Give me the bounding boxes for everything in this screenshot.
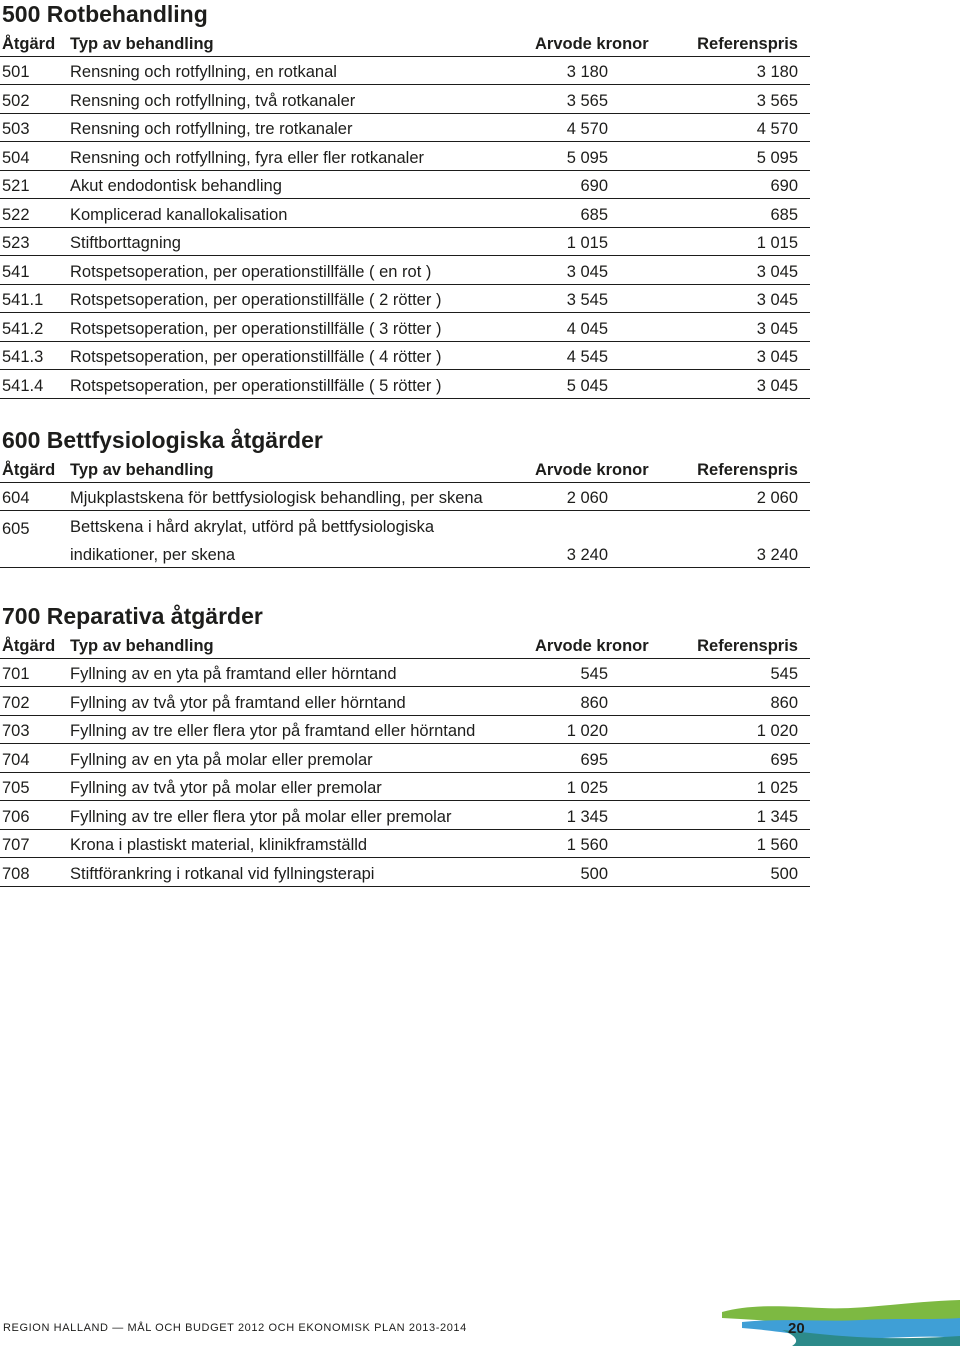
- table-body: [0, 57, 810, 399]
- table-header: [0, 28, 810, 57]
- cell-code: 541.3: [2, 348, 44, 366]
- header-code: Åtgärd: [2, 460, 56, 479]
- header-arvode: Arvode kronor: [535, 34, 649, 53]
- cell-description-line: Bettskena i hård akrylat, utförd på bettfysiologiska: [70, 518, 435, 536]
- page-number: 20: [788, 1320, 805, 1337]
- cell-referenspris: 1 345: [756, 807, 798, 826]
- cell-code: 541.2: [2, 319, 44, 338]
- cell-arvode: 690: [580, 177, 608, 195]
- cell-referenspris: 545: [770, 665, 798, 683]
- table-row: [0, 199, 810, 228]
- table-row: [0, 171, 810, 200]
- cell-description: Akut endodontisk behandling: [70, 177, 282, 195]
- cell-description: Rensning och rotfyllning, tre rotkanaler: [70, 120, 353, 138]
- cell-description: Fyllning av tre eller flera ytor på framtand eller hörntand: [70, 722, 476, 740]
- cell-arvode: 1 015: [566, 234, 608, 252]
- cell-description: Rotspetsoperation, per operationstillfälle ( 2 rötter ): [70, 291, 442, 309]
- cell-arvode: 1 560: [566, 836, 608, 854]
- cell-description: Rensning och rotfyllning, fyra eller fler rotkanaler: [70, 148, 425, 167]
- cell-arvode: 3 045: [566, 262, 608, 281]
- table-body: [0, 483, 810, 569]
- cell-description: Stiftborttagning: [70, 234, 181, 252]
- cell-description: Rotspetsoperation, per operationstillfälle ( en rot ): [70, 262, 432, 281]
- cell-code: 702: [2, 693, 30, 712]
- cell-code: 708: [2, 864, 30, 883]
- cell-code: 605: [2, 520, 30, 538]
- section-rotbehandling: [0, 0, 810, 399]
- cell-description-line: indikationer, per skena: [70, 546, 236, 564]
- cell-arvode: 685: [580, 205, 608, 224]
- section-title: [2, 426, 810, 454]
- cell-code: 541.1: [2, 291, 44, 309]
- section-reparativa: [0, 602, 810, 887]
- cell-referenspris: 2 060: [756, 489, 798, 507]
- footer-text: REGION HALLAND — MÅL OCH BUDGET 2012 OCH EKONOMISK PLAN 2013-2014: [3, 1322, 467, 1334]
- cell-referenspris: 3 045: [756, 262, 798, 281]
- cell-referenspris: 1 560: [756, 836, 798, 854]
- cell-description: Krona i plastiskt material, klinikframställd: [70, 836, 368, 854]
- table-row: [0, 659, 810, 688]
- cell-referenspris: 1 015: [756, 234, 798, 252]
- cell-description: Fyllning av en yta på molar eller premolar: [70, 750, 373, 769]
- cell-code: 523: [2, 234, 30, 252]
- cell-arvode: 1 025: [566, 779, 608, 797]
- cell-arvode: 500: [580, 864, 608, 883]
- cell-arvode: 4 545: [566, 348, 608, 366]
- cell-code: 701: [2, 665, 30, 683]
- cell-arvode: 695: [580, 750, 608, 769]
- cell-code: 522: [2, 205, 30, 224]
- header-arvode: Arvode kronor: [535, 460, 649, 479]
- cell-arvode: 2 060: [566, 489, 608, 507]
- cell-code: 502: [2, 91, 30, 110]
- table-row: [0, 142, 810, 171]
- table-row: [0, 228, 810, 257]
- table-row: [0, 483, 810, 512]
- cell-referenspris: 5 095: [756, 148, 798, 167]
- header-code: Åtgärd: [2, 34, 56, 53]
- cell-description: Stiftförankring i rotkanal vid fyllningsterapi: [70, 864, 375, 883]
- table-row: [0, 511, 810, 568]
- cell-code: 521: [2, 177, 30, 195]
- header-desc: Typ av behandling: [70, 34, 214, 53]
- table-row: [0, 370, 810, 399]
- cell-description: Fyllning av en yta på framtand eller hörntand: [70, 665, 397, 683]
- cell-arvode: 545: [580, 665, 608, 683]
- table-row: [0, 773, 810, 802]
- cell-description: Rotspetsoperation, per operationstillfälle ( 4 rötter ): [70, 348, 442, 366]
- cell-code: 705: [2, 779, 30, 797]
- cell-description: [70, 517, 535, 565]
- cell-arvode: 1 345: [566, 807, 608, 826]
- table-row: [0, 114, 810, 143]
- table-row: [0, 830, 810, 859]
- table-row: [0, 801, 810, 830]
- cell-referenspris: 4 570: [756, 120, 798, 138]
- cell-description: Mjukplastskena för bettfysiologisk behandling, per skena: [70, 489, 483, 507]
- cell-referenspris: 690: [770, 177, 798, 195]
- cell-code: 541.4: [2, 376, 44, 395]
- header-desc: Typ av behandling: [70, 636, 214, 655]
- cell-arvode: 3 180: [566, 63, 608, 81]
- table-row: [0, 687, 810, 716]
- cell-arvode: 5 095: [566, 148, 608, 167]
- header-code: Åtgärd: [2, 636, 56, 655]
- section-title: [2, 0, 810, 28]
- cell-code: 503: [2, 120, 30, 138]
- table-row: [0, 716, 810, 745]
- cell-description: Rensning och rotfyllning, en rotkanal: [70, 63, 337, 81]
- cell-referenspris: 3 045: [756, 376, 798, 395]
- table-header: [0, 454, 810, 483]
- section-bettfysiologiska: [0, 426, 810, 568]
- cell-arvode: 3 565: [566, 91, 608, 110]
- cell-description: Fyllning av två ytor på framtand eller hörntand: [70, 693, 406, 712]
- cell-referenspris: 3 180: [756, 63, 798, 81]
- cell-code: 703: [2, 722, 30, 740]
- section-number: 700: [2, 603, 41, 629]
- table-row: [0, 744, 810, 773]
- cell-arvode: 4 045: [566, 319, 608, 338]
- cell-referenspris: 3 045: [756, 348, 798, 366]
- table-row: [0, 313, 810, 342]
- cell-arvode: 3 545: [566, 291, 608, 309]
- section-name: Reparativa åtgärder: [46, 603, 263, 629]
- table-row: [0, 85, 810, 114]
- cell-description: Fyllning av tre eller flera ytor på molar eller premolar: [70, 807, 452, 826]
- cell-referenspris: 3 240: [756, 546, 798, 564]
- header-ref: Referenspris: [697, 460, 798, 479]
- cell-referenspris: 1 020: [756, 722, 798, 740]
- header-desc: Typ av behandling: [70, 460, 214, 479]
- section-number: 600: [2, 427, 41, 453]
- cell-description: Komplicerad kanallokalisation: [70, 205, 288, 224]
- cell-arvode: 3 240: [566, 546, 608, 564]
- header-ref: Referenspris: [697, 34, 798, 53]
- cell-code: 541: [2, 262, 30, 281]
- table-row: [0, 57, 810, 86]
- cell-code: 504: [2, 148, 30, 167]
- section-name: Bettfysiologiska åtgärder: [46, 427, 323, 453]
- region-halland-logo: [722, 1300, 960, 1346]
- section-number: 500: [2, 1, 41, 27]
- table-row: [0, 858, 810, 887]
- table-row: [0, 285, 810, 314]
- cell-code: 706: [2, 807, 30, 826]
- cell-referenspris: 500: [770, 864, 798, 883]
- cell-code: 604: [2, 489, 30, 507]
- cell-referenspris: 685: [770, 205, 798, 224]
- cell-referenspris: 3 045: [756, 319, 798, 338]
- cell-arvode: 4 570: [566, 120, 608, 138]
- cell-description: Rotspetsoperation, per operationstillfälle ( 5 rötter ): [70, 376, 442, 395]
- cell-referenspris: 860: [770, 693, 798, 712]
- cell-referenspris: 695: [770, 750, 798, 769]
- table-body: [0, 659, 810, 887]
- cell-referenspris: 3 565: [756, 91, 798, 110]
- section-title: [2, 602, 810, 630]
- cell-arvode: 860: [580, 693, 608, 712]
- cell-referenspris: 3 045: [756, 291, 798, 309]
- header-arvode: Arvode kronor: [535, 636, 649, 655]
- cell-description: Rotspetsoperation, per operationstillfälle ( 3 rötter ): [70, 319, 442, 338]
- table-header: [0, 630, 810, 659]
- cell-referenspris: 1 025: [756, 779, 798, 797]
- cell-code: 501: [2, 63, 30, 81]
- cell-description: Rensning och rotfyllning, två rotkanaler: [70, 91, 356, 110]
- table-row: [0, 256, 810, 285]
- table-row: [0, 342, 810, 371]
- cell-arvode: 1 020: [566, 722, 608, 740]
- header-ref: Referenspris: [697, 636, 798, 655]
- cell-code: 707: [2, 836, 30, 854]
- cell-arvode: 5 045: [566, 376, 608, 395]
- section-name: Rotbehandling: [46, 1, 208, 27]
- cell-description: Fyllning av två ytor på molar eller premolar: [70, 779, 382, 797]
- cell-code: 704: [2, 750, 30, 769]
